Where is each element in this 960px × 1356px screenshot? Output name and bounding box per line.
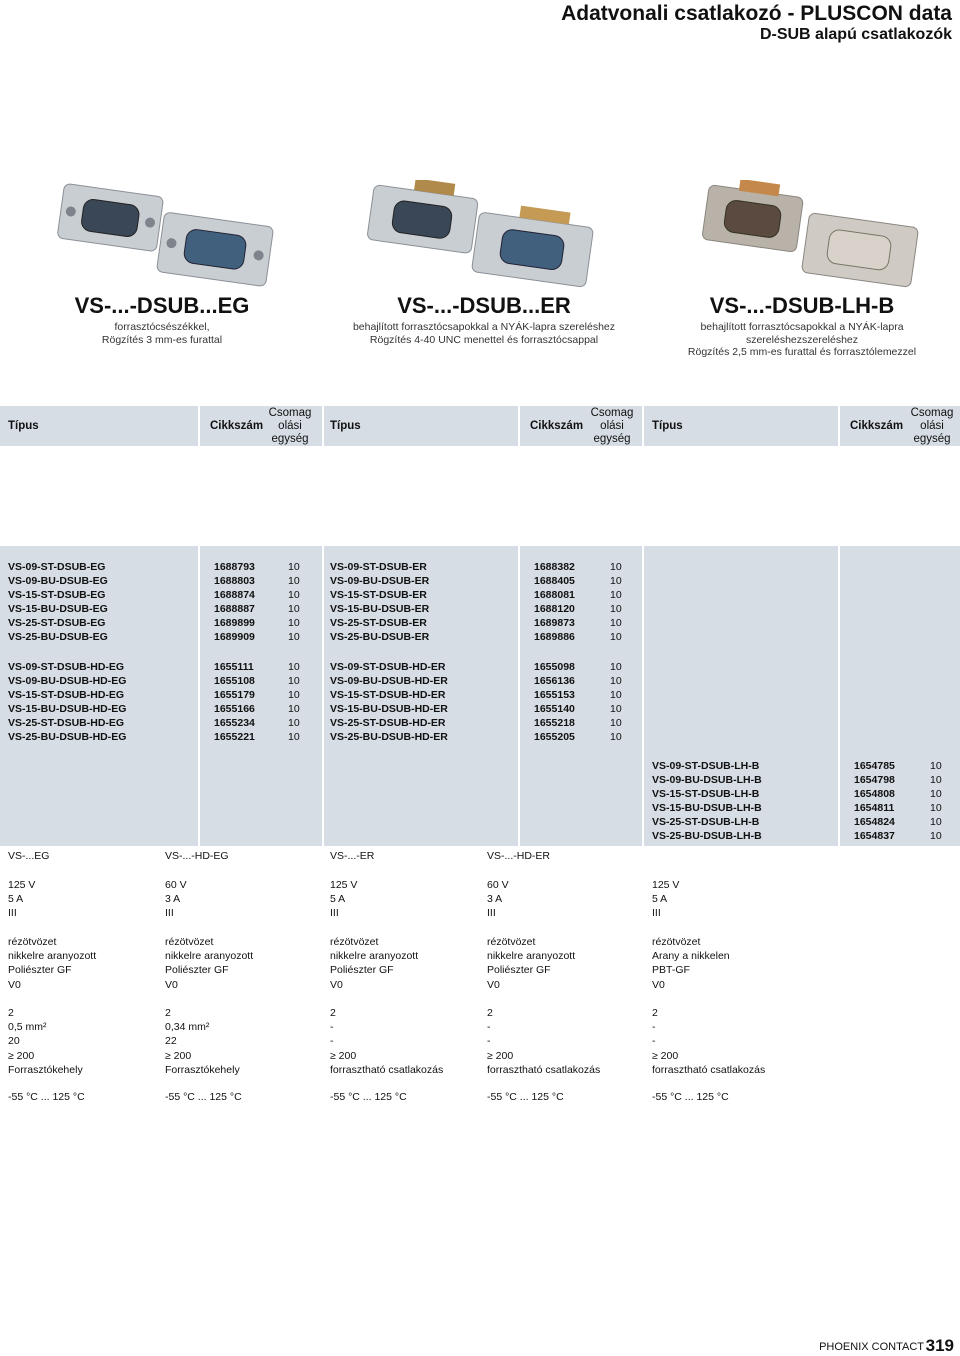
spec-temp: -55 °C ... 125 °C xyxy=(8,1091,85,1103)
spec-value: V0 xyxy=(8,978,21,991)
table-header-band xyxy=(0,406,960,446)
spec-value: III xyxy=(330,907,339,920)
type-cell: VS-25-ST-DSUB-HD-EG xyxy=(8,717,125,729)
page-subtitle: D-SUB alapú csatlakozók xyxy=(759,26,952,43)
ordering-band-lhb xyxy=(0,748,960,846)
column-divider xyxy=(642,546,644,846)
product-title-eg: VS-...-DSUB...EG xyxy=(74,293,250,318)
spec-value: V0 xyxy=(165,978,178,991)
qty-cell: 10 xyxy=(610,561,622,573)
qty-cell: 10 xyxy=(610,717,622,729)
code-cell: 1689909 xyxy=(214,631,255,643)
spec-label: VS-...EG xyxy=(8,850,50,862)
footer-brand: PHOENIX CONTACT xyxy=(819,1341,924,1353)
qty-cell: 10 xyxy=(288,717,300,729)
spec-value: - xyxy=(330,1021,334,1034)
spec-value: 22 xyxy=(165,1035,177,1048)
spec-material xyxy=(487,935,575,992)
type-cell: VS-15-ST-DSUB-LH-B xyxy=(652,788,760,800)
col-code-header: Cikkszám xyxy=(850,420,904,432)
spec-material xyxy=(165,935,253,992)
spec-misc xyxy=(8,1006,83,1077)
col-type-header: Típus xyxy=(330,420,361,432)
spec-value: 0,34 mm² xyxy=(165,1021,210,1034)
type-cell: VS-15-BU-DSUB-HD-ER xyxy=(330,703,448,715)
column-divider xyxy=(838,546,840,846)
qty-cell: 10 xyxy=(930,830,942,842)
code-cell: 1689899 xyxy=(214,617,255,629)
qty-cell: 10 xyxy=(930,774,942,786)
qty-cell: 10 xyxy=(288,731,300,743)
spec-value: ≥ 200 xyxy=(652,1049,679,1062)
type-cell: VS-25-ST-DSUB-HD-ER xyxy=(330,717,446,729)
spec-value: 60 V xyxy=(487,879,509,891)
type-cell: VS-09-ST-DSUB-LH-B xyxy=(652,760,760,772)
spec-value: Forrasztókehely xyxy=(165,1063,240,1076)
code-cell: 1655108 xyxy=(214,675,255,687)
spec-value: 3 A xyxy=(487,893,503,906)
qty-cell: 10 xyxy=(930,802,942,814)
type-cell: VS-15-ST-DSUB-HD-ER xyxy=(330,689,446,701)
col-type-header: Típus xyxy=(8,420,39,432)
pack-header-line: Csomag xyxy=(590,407,634,419)
product-desc-line: forrasztócsészékkel, xyxy=(114,321,210,333)
spec-value: nikkelre aranyozott xyxy=(330,950,419,963)
code-cell: 1655205 xyxy=(534,731,575,743)
spec-value: Poliészter GF xyxy=(8,964,72,977)
type-cell: VS-09-ST-DSUB-HD-ER xyxy=(330,661,446,673)
spec-value: ≥ 200 xyxy=(330,1049,357,1062)
spec-value: ≥ 200 xyxy=(487,1049,514,1062)
spec-value: - xyxy=(487,1021,491,1034)
spec-electrical xyxy=(8,878,35,921)
qty-cell: 10 xyxy=(610,589,622,601)
qty-cell: 10 xyxy=(288,689,300,701)
spec-value: rézötvözet xyxy=(8,936,57,948)
ordering-band xyxy=(0,546,960,748)
type-cell: VS-09-ST-DSUB-ER xyxy=(330,561,427,573)
product-desc-line: behajlított forrasztócsapokkal a NYÁK-lapra szereléshez xyxy=(352,321,616,333)
col-code-header: Cikkszám xyxy=(530,420,584,432)
qty-cell: 10 xyxy=(288,631,300,643)
pack-header-line: egység xyxy=(593,433,631,445)
pack-header-line: egység xyxy=(271,433,309,445)
col-pack-header xyxy=(908,407,956,446)
code-cell: 1655111 xyxy=(214,661,254,673)
spec-value: III xyxy=(652,907,661,920)
spec-temp: -55 °C ... 125 °C xyxy=(330,1091,407,1103)
pack-header-line: egység xyxy=(913,433,951,445)
code-cell: 1655166 xyxy=(214,703,255,715)
spec-value: Arany a nikkelen xyxy=(652,950,730,963)
spec-value: 2 xyxy=(487,1007,493,1019)
spec-value: III xyxy=(8,907,17,920)
column-divider xyxy=(642,406,644,446)
spec-misc xyxy=(652,1006,765,1077)
type-cell: VS-15-ST-DSUB-EG xyxy=(8,589,106,601)
spec-value: 5 A xyxy=(8,893,24,906)
type-cell: VS-09-BU-DSUB-HD-ER xyxy=(330,675,448,687)
qty-cell: 10 xyxy=(610,731,622,743)
spec-value: 125 V xyxy=(330,879,358,891)
product-desc-er xyxy=(324,321,644,346)
code-cell: 1688874 xyxy=(214,589,255,601)
qty-cell: 10 xyxy=(610,689,622,701)
product-title-lhb: VS-...-DSUB-LH-B xyxy=(709,293,895,318)
spec-value: nikkelre aranyozott xyxy=(8,950,97,963)
spec-value: PBT-GF xyxy=(652,964,690,977)
code-cell: 1654824 xyxy=(854,816,895,828)
code-cell: 1655098 xyxy=(534,661,575,673)
product-desc-line: Rögzítés 3 mm-es furattal xyxy=(101,333,223,346)
qty-cell: 10 xyxy=(288,575,300,587)
type-cell: VS-15-BU-DSUB-LH-B xyxy=(652,802,762,814)
spec-value: Forrasztókehely xyxy=(8,1063,83,1076)
qty-cell: 10 xyxy=(288,603,300,615)
spec-electrical xyxy=(330,878,357,921)
spec-temp: -55 °C ... 125 °C xyxy=(165,1091,242,1103)
code-cell: 1654808 xyxy=(854,788,895,800)
spec-material xyxy=(330,935,418,992)
product-desc-eg xyxy=(0,321,324,346)
column-divider xyxy=(322,406,324,446)
type-cell: VS-25-ST-DSUB-LH-B xyxy=(652,816,760,828)
type-cell: VS-09-BU-DSUB-HD-EG xyxy=(8,675,127,687)
col-type-header: Típus xyxy=(652,420,683,432)
qty-cell: 10 xyxy=(610,631,622,643)
code-cell: 1688382 xyxy=(534,561,575,573)
qty-cell: 10 xyxy=(610,661,622,673)
type-cell: VS-09-ST-DSUB-HD-EG xyxy=(8,661,125,673)
code-cell: 1655140 xyxy=(534,703,575,715)
spec-value: - xyxy=(652,1035,656,1048)
code-cell: 1654798 xyxy=(854,774,895,786)
type-cell: VS-09-BU-DSUB-ER xyxy=(330,575,430,587)
product-desc-line: behajlított forrasztócsapokkal a NYÁK-lapra szereléshezszereléshez xyxy=(700,321,904,346)
code-cell: 1688405 xyxy=(534,575,575,587)
spec-value: 0,5 mm² xyxy=(8,1021,47,1034)
spec-value: 2 xyxy=(652,1007,658,1019)
spec-misc xyxy=(330,1006,443,1077)
spec-material xyxy=(652,935,730,992)
type-cell: VS-25-ST-DSUB-EG xyxy=(8,617,106,629)
spec-value: - xyxy=(487,1035,491,1048)
type-cell: VS-09-ST-DSUB-EG xyxy=(8,561,106,573)
spec-value: Poliészter GF xyxy=(487,964,551,977)
qty-cell: 10 xyxy=(288,661,300,673)
product-photo-lhb xyxy=(700,180,920,295)
spec-value: 2 xyxy=(165,1007,171,1019)
product-desc-line: Rögzítés 4-40 UNC menettel és forrasztócsappal xyxy=(369,333,599,346)
qty-cell: 10 xyxy=(288,675,300,687)
code-cell: 1655218 xyxy=(534,717,575,729)
code-cell: 1688887 xyxy=(214,603,255,615)
spec-value: 5 A xyxy=(652,893,668,906)
spec-material xyxy=(8,935,96,992)
code-cell: 1689886 xyxy=(534,631,575,643)
spec-value: - xyxy=(330,1035,334,1048)
spec-value: V0 xyxy=(487,978,500,991)
type-cell: VS-25-BU-DSUB-EG xyxy=(8,631,108,643)
type-cell: VS-25-BU-DSUB-ER xyxy=(330,631,430,643)
column-divider xyxy=(198,546,200,846)
code-cell: 1656136 xyxy=(534,675,575,687)
qty-cell: 10 xyxy=(610,703,622,715)
column-divider xyxy=(518,546,520,846)
product-desc-lhb xyxy=(644,321,960,359)
product-photo-er xyxy=(355,180,595,295)
code-cell: 1654811 xyxy=(854,802,895,814)
qty-cell: 10 xyxy=(288,703,300,715)
spec-label: VS-...-HD-EG xyxy=(165,850,229,862)
spec-electrical xyxy=(165,878,187,921)
spec-value: forrasztható csatlakozás xyxy=(652,1063,766,1076)
pack-header-line: Csomag xyxy=(268,407,312,419)
spec-value: forrasztható csatlakozás xyxy=(487,1063,601,1076)
col-code-header: Cikkszám xyxy=(210,420,264,432)
qty-cell: 10 xyxy=(610,575,622,587)
type-cell: VS-09-BU-DSUB-EG xyxy=(8,575,108,587)
type-cell: VS-09-BU-DSUB-LH-B xyxy=(652,774,762,786)
spec-value: forrasztható csatlakozás xyxy=(330,1063,444,1076)
product-title-er: VS-...-DSUB...ER xyxy=(397,293,571,318)
type-cell: VS-25-ST-DSUB-ER xyxy=(330,617,427,629)
product-photo-eg xyxy=(50,180,280,295)
pack-header-line: olási xyxy=(920,420,944,432)
spec-value: ≥ 200 xyxy=(165,1049,192,1062)
code-cell: 1655221 xyxy=(214,731,255,743)
spec-temp: -55 °C ... 125 °C xyxy=(652,1091,729,1103)
type-cell: VS-15-BU-DSUB-EG xyxy=(8,603,108,615)
spec-value: ≥ 200 xyxy=(8,1049,35,1062)
spec-value: Poliészter GF xyxy=(330,964,394,977)
qty-cell: 10 xyxy=(610,603,622,615)
type-cell: VS-15-BU-DSUB-ER xyxy=(330,603,430,615)
col-pack-header xyxy=(588,407,636,446)
column-divider xyxy=(838,406,840,446)
spec-value: rézötvözet xyxy=(652,936,701,948)
code-cell: 1688081 xyxy=(534,589,575,601)
spec-label: VS-...-ER xyxy=(330,850,375,862)
spec-value: 2 xyxy=(330,1007,336,1019)
spec-value: 125 V xyxy=(652,879,680,891)
code-cell: 1655153 xyxy=(534,689,575,701)
spec-value: nikkelre aranyozott xyxy=(487,950,576,963)
column-divider xyxy=(198,406,200,446)
spec-temp: -55 °C ... 125 °C xyxy=(487,1091,564,1103)
pack-header-line: olási xyxy=(600,420,624,432)
qty-cell: 10 xyxy=(930,788,942,800)
spec-value: 2 xyxy=(8,1007,14,1019)
spec-electrical xyxy=(652,878,679,921)
spec-value: rézötvözet xyxy=(165,936,214,948)
type-cell: VS-25-BU-DSUB-HD-EG xyxy=(8,731,127,743)
page-title: Adatvonali csatlakozó - PLUSCON data xyxy=(561,2,952,25)
code-cell: 1688803 xyxy=(214,575,255,587)
column-divider xyxy=(518,406,520,446)
col-pack-header xyxy=(266,407,314,446)
spec-value: 5 A xyxy=(330,893,346,906)
spec-value: 20 xyxy=(8,1035,20,1048)
type-cell: VS-15-BU-DSUB-HD-EG xyxy=(8,703,127,715)
type-cell: VS-15-ST-DSUB-ER xyxy=(330,589,427,601)
spec-value: nikkelre aranyozott xyxy=(165,950,254,963)
page-number: 319 xyxy=(925,1336,954,1355)
qty-cell: 10 xyxy=(930,760,942,772)
code-cell: 1688120 xyxy=(534,603,575,615)
qty-cell: 10 xyxy=(288,617,300,629)
spec-value: III xyxy=(165,907,174,920)
product-desc-line: Rögzítés 2,5 mm-es furattal és forrasztólemezzel xyxy=(687,346,917,358)
type-cell: VS-15-ST-DSUB-HD-EG xyxy=(8,689,125,701)
qty-cell: 10 xyxy=(288,561,300,573)
spec-value: V0 xyxy=(330,978,343,991)
spec-value: 125 V xyxy=(8,879,36,891)
code-cell: 1688793 xyxy=(214,561,255,573)
spec-label: VS-...-HD-ER xyxy=(487,850,550,862)
pack-header-line: Csomag xyxy=(910,407,954,419)
spec-misc xyxy=(487,1006,600,1077)
spec-value: - xyxy=(652,1021,656,1034)
spec-value: III xyxy=(487,907,496,920)
spec-value: Poliészter GF xyxy=(165,964,229,977)
spec-value: rézötvözet xyxy=(487,936,536,948)
code-cell: 1654837 xyxy=(854,830,895,842)
code-cell: 1689873 xyxy=(534,617,575,629)
qty-cell: 10 xyxy=(930,816,942,828)
code-cell: 1654785 xyxy=(854,760,895,772)
pack-header-line: olási xyxy=(278,420,302,432)
spec-value: 3 A xyxy=(165,893,181,906)
type-cell: VS-25-BU-DSUB-LH-B xyxy=(652,830,762,842)
spec-value: rézötvözet xyxy=(330,936,379,948)
spec-value: 60 V xyxy=(165,879,187,891)
qty-cell: 10 xyxy=(610,675,622,687)
spec-electrical xyxy=(487,878,509,921)
spec-misc xyxy=(165,1006,240,1077)
qty-cell: 10 xyxy=(610,617,622,629)
type-cell: VS-25-BU-DSUB-HD-ER xyxy=(330,731,448,743)
column-divider xyxy=(322,546,324,846)
code-cell: 1655179 xyxy=(214,689,255,701)
code-cell: 1655234 xyxy=(214,717,255,729)
qty-cell: 10 xyxy=(288,589,300,601)
spec-value: V0 xyxy=(652,978,665,991)
